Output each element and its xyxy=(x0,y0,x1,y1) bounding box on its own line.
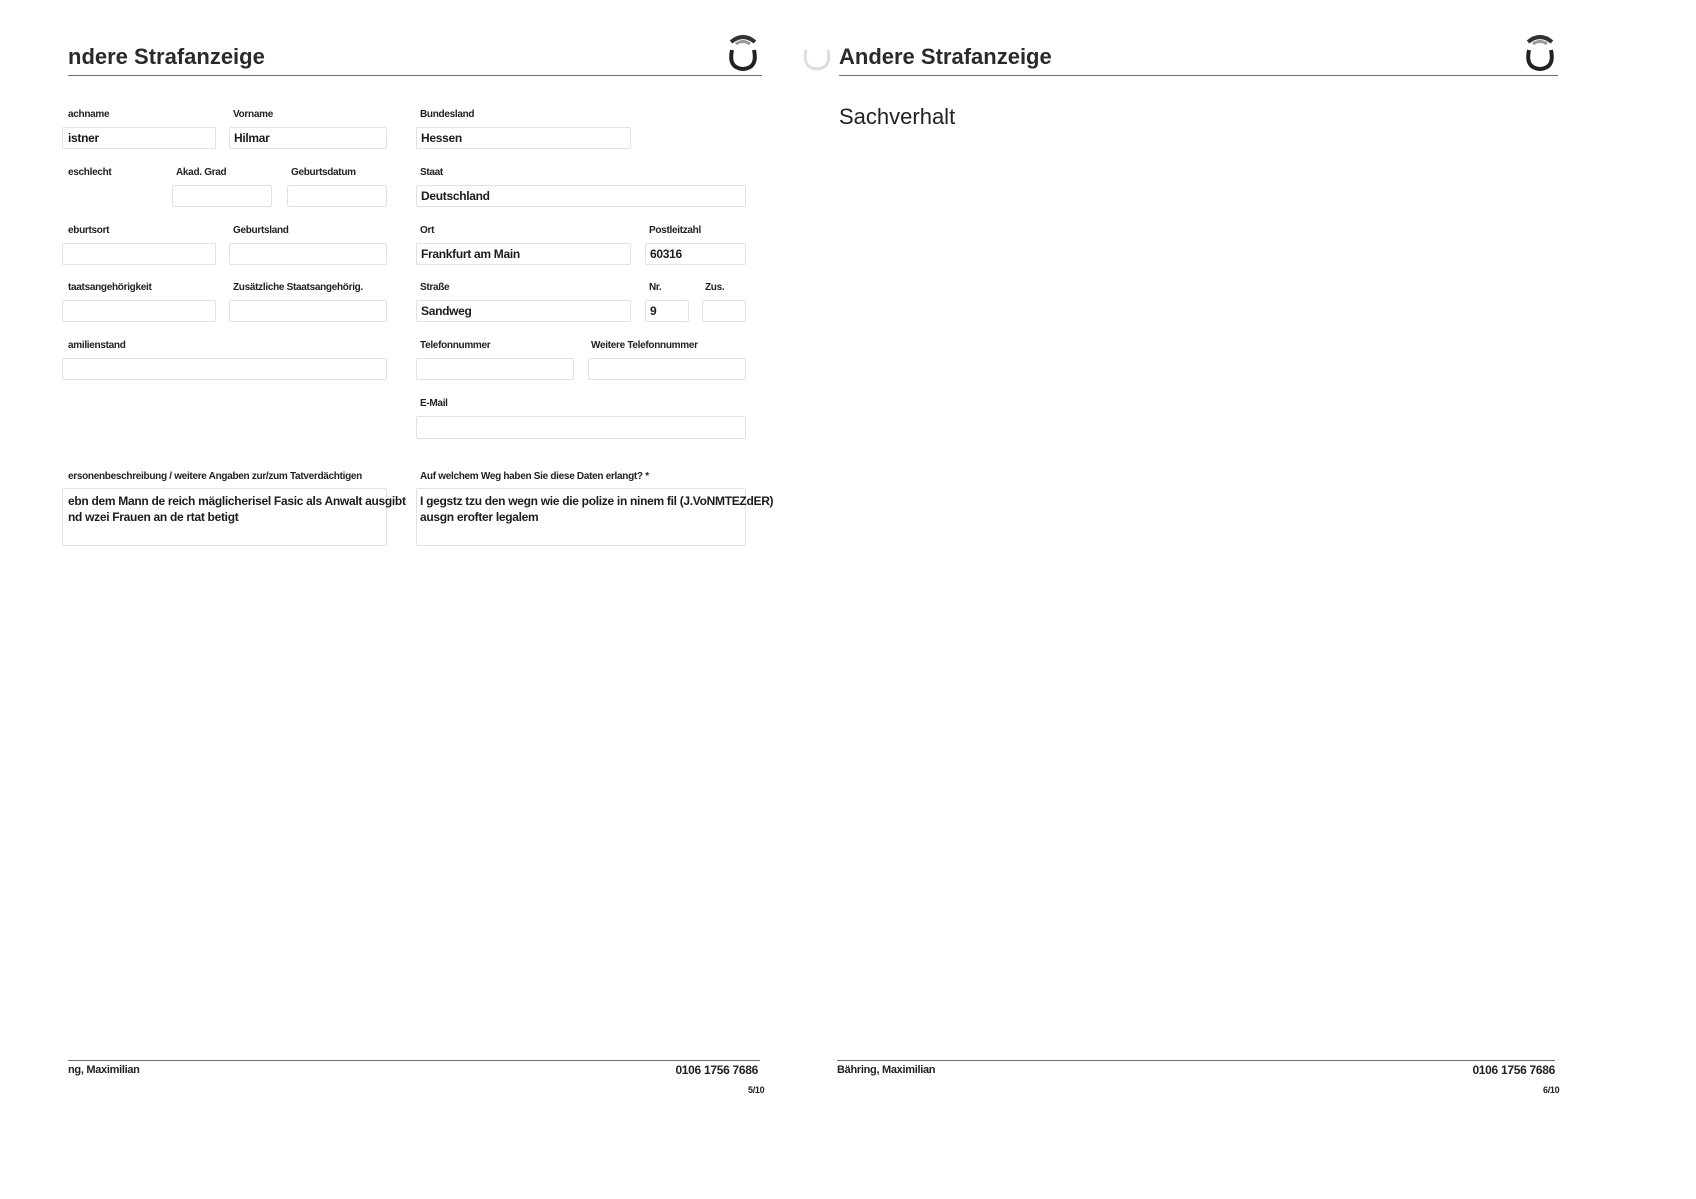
familienstand-field[interactable] xyxy=(62,358,387,380)
weg-line1: I gegstz tzu den wegn wie die polize in ninem fil (J.VoNMTEZdER) xyxy=(420,494,774,508)
akad-grad-label: Akad. Grad xyxy=(176,167,227,178)
geburtsland-label: Geburtsland xyxy=(233,225,289,236)
footer-number: 0106 1756 7686 xyxy=(1472,1063,1555,1077)
page-title: Andere Strafanzeige xyxy=(839,44,1052,69)
footer-divider xyxy=(837,1060,1555,1061)
personenbeschreibung-label: ersonenbeschreibung / weitere Angaben zur/zum Tatverdächtigen xyxy=(68,471,362,482)
plz-value: 60316 xyxy=(650,247,682,261)
vorname-label: Vorname xyxy=(233,109,273,120)
email-label: E-Mail xyxy=(420,398,448,409)
police-star-logo-icon xyxy=(726,32,760,72)
bundesland-value: Hessen xyxy=(421,131,462,145)
section-heading: Sachverhalt xyxy=(839,104,956,129)
geburtsdatum-label: Geburtsdatum xyxy=(291,167,356,178)
staat-value: Deutschland xyxy=(421,189,490,203)
footer-name: Bähring, Maximilian xyxy=(837,1064,936,1076)
page-number: 5/10 xyxy=(748,1085,765,1095)
geburtsdatum-field[interactable] xyxy=(287,185,387,207)
plz-label: Postleitzahl xyxy=(649,225,701,236)
telefon-field[interactable] xyxy=(416,358,574,380)
ort-label: Ort xyxy=(420,225,435,236)
staatsangehoerigkeit-field[interactable] xyxy=(62,300,216,322)
staat-label: Staat xyxy=(420,167,443,178)
nachname-label: achname xyxy=(68,109,110,120)
weitere-telefon-field[interactable] xyxy=(588,358,746,380)
personenbeschreibung-line2: nd wzei Frauen an de rtat betigt xyxy=(68,510,239,524)
police-star-logo-icon xyxy=(1523,32,1557,72)
geschlecht-label: eschlecht xyxy=(68,167,112,178)
nachname-value: istner xyxy=(68,131,99,145)
nr-label: Nr. xyxy=(649,282,662,293)
zus-staatsangehoerigkeit-field[interactable] xyxy=(229,300,387,322)
familienstand-label: amilienstand xyxy=(68,340,126,351)
geburtsland-field[interactable] xyxy=(229,243,387,265)
zus-staatsangehoerigkeit-label: Zusätzliche Staatsangehörig. xyxy=(233,282,363,293)
email-field[interactable] xyxy=(416,416,746,439)
footer-divider xyxy=(68,1060,760,1061)
nr-value: 9 xyxy=(650,304,657,318)
vorname-value: Hilmar xyxy=(234,131,270,145)
akad-grad-field[interactable] xyxy=(172,185,272,207)
page-number: 6/10 xyxy=(1543,1085,1560,1095)
telefon-label: Telefonnummer xyxy=(420,340,491,351)
footer-name: ng, Maximilian xyxy=(68,1064,140,1076)
header-divider xyxy=(839,75,1558,76)
weg-label: Auf welchem Weg haben Sie diese Daten erlangt? * xyxy=(420,471,649,482)
zus-label: Zus. xyxy=(705,282,725,293)
staatsangehoerigkeit-label: taatsangehörigkeit xyxy=(68,282,152,293)
bundesland-label: Bundesland xyxy=(420,109,475,120)
faint-logo-icon xyxy=(800,32,834,72)
header-divider xyxy=(68,75,762,76)
ort-value: Frankfurt am Main xyxy=(421,247,520,261)
weitere-telefon-label: Weitere Telefonnummer xyxy=(591,340,698,351)
weg-line2: ausgn erofter legalem xyxy=(420,510,539,524)
strasse-label: Straße xyxy=(420,282,450,293)
footer-number: 0106 1756 7686 xyxy=(675,1063,758,1077)
page-title: ndere Strafanzeige xyxy=(68,44,265,69)
personenbeschreibung-line1: ebn dem Mann de reich mäglicherisel Fasic als Anwalt ausgibt xyxy=(68,494,406,508)
strasse-value: Sandweg xyxy=(421,304,472,318)
zus-field[interactable] xyxy=(702,300,746,322)
geburtsort-field[interactable] xyxy=(62,243,216,265)
geburtsort-label: eburtsort xyxy=(68,225,110,236)
